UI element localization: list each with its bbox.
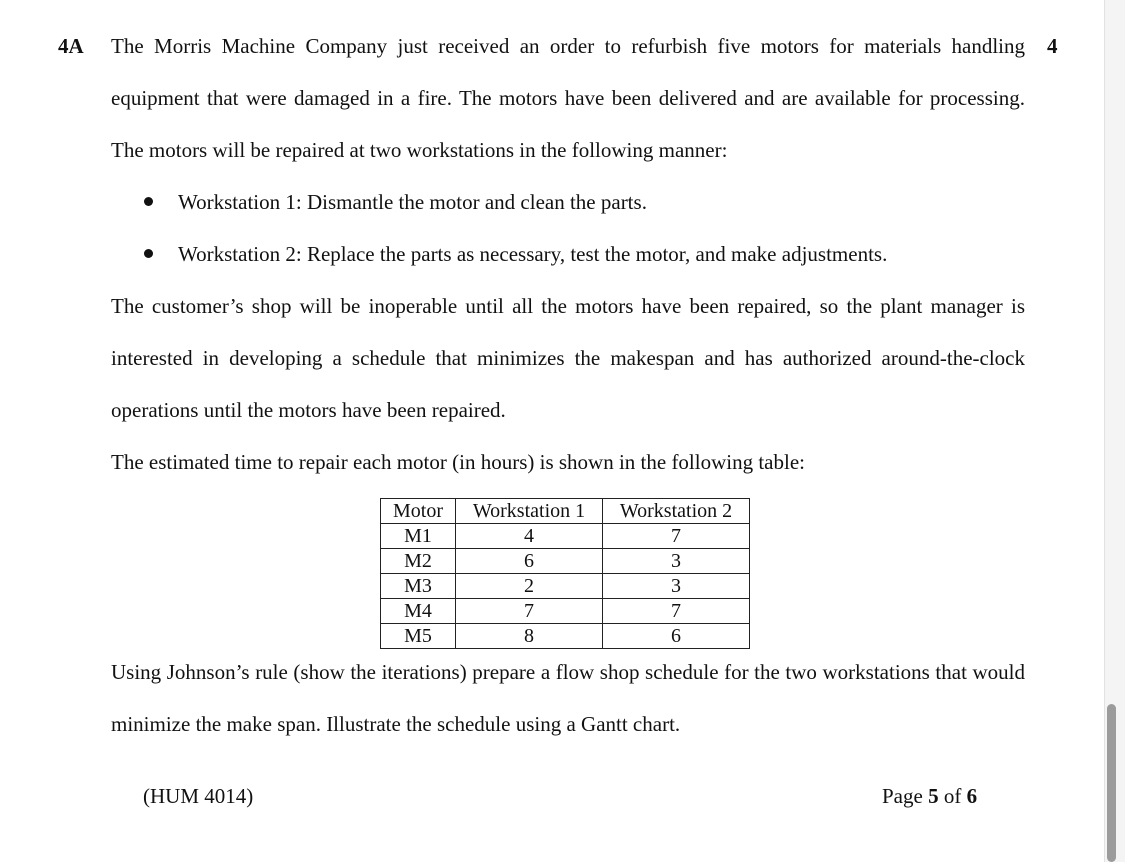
ws1-cell: 8: [456, 624, 603, 649]
table-row: [381, 549, 750, 574]
motor-cell: M2: [381, 549, 456, 574]
bullet-text: Workstation 1: Dismantle the motor and clean the parts.: [178, 190, 647, 214]
page-total: 6: [966, 784, 978, 808]
motor-cell: M5: [381, 624, 456, 649]
table-row: [381, 599, 750, 624]
task-paragraph: Using Johnson’s rule (show the iterations) prepare a flow shop schedule for the two workstations that would minimize the make span. Illustrate the schedule using a Gantt chart.: [111, 660, 1025, 736]
bullet-icon: [144, 249, 153, 258]
motor-cell: M1: [381, 524, 456, 549]
header-motor: Motor: [381, 499, 456, 524]
ws2-cell: 7: [603, 524, 750, 549]
repair-time-table: [380, 498, 750, 649]
context-paragraph: The customer’s shop will be inoperable until all the motors have been repaired, so the plant manager is interested in developing a schedule that minimizes the makespan and has authorized around-the-clock operations until the motors have been repaired.: [111, 294, 1025, 422]
question-number: 4A: [58, 34, 84, 58]
ws2-cell: 3: [603, 549, 750, 574]
ws2-cell: 7: [603, 599, 750, 624]
motor-cell: M4: [381, 599, 456, 624]
table-row: [381, 524, 750, 549]
ws1-cell: 7: [456, 599, 603, 624]
ws2-cell: 6: [603, 624, 750, 649]
page-prefix: Page: [882, 784, 923, 808]
scrollbar-thumb[interactable]: [1107, 704, 1116, 862]
table-row: [381, 574, 750, 599]
table-row: [381, 624, 750, 649]
header-workstation-2: Workstation 2: [603, 499, 750, 524]
ws1-cell: 4: [456, 524, 603, 549]
page-mid: of: [943, 784, 962, 808]
page-number: [882, 784, 977, 809]
ws1-cell: 6: [456, 549, 603, 574]
bullet-icon: [144, 197, 153, 206]
bullet-text: Workstation 2: Replace the parts as necessary, test the motor, and make adjustments.: [178, 242, 888, 266]
list-item: [140, 176, 887, 228]
table-header-row: [381, 499, 750, 524]
question-marks: 4: [1047, 34, 1058, 58]
table-intro: The estimated time to repair each motor (in hours) is shown in the following table:: [111, 450, 805, 474]
header-workstation-1: Workstation 1: [456, 499, 603, 524]
page-current: 5: [928, 784, 939, 808]
course-code: (HUM 4014): [143, 784, 254, 808]
workstation-list: [140, 176, 887, 280]
intro-paragraph: The Morris Machine Company just received an order to refurbish five motors for materials handling equipment that were damaged in a fire. The motors have been delivered and are available for processing. The motors will be repaired at two workstations in the following manner:: [111, 34, 1025, 162]
ws2-cell: 3: [603, 574, 750, 599]
motor-cell: M3: [381, 574, 456, 599]
list-item: [140, 228, 887, 280]
ws1-cell: 2: [456, 574, 603, 599]
